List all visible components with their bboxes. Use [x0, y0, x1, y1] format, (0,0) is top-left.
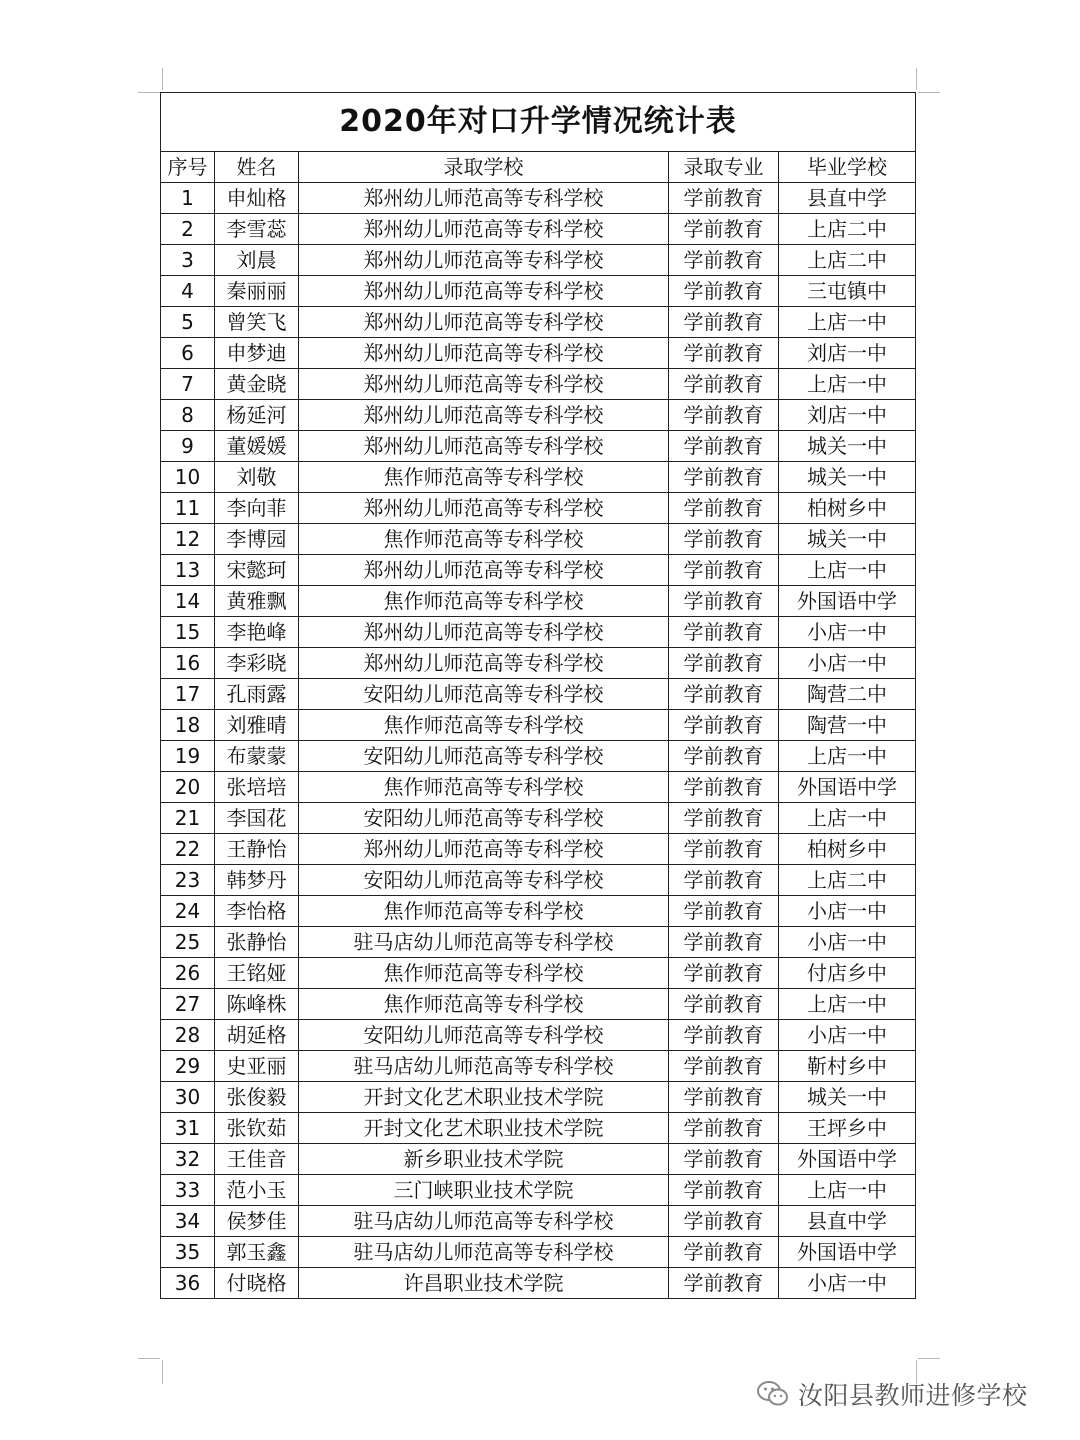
cell-no: 1: [161, 183, 215, 214]
cell-major: 学前教育: [669, 1268, 779, 1299]
cell-school: 安阳幼儿师范高等专科学校: [299, 741, 669, 772]
cell-grad-school: 陶营一中: [779, 710, 916, 741]
table-row: [161, 307, 916, 338]
cell-grad-school: 陶营二中: [779, 679, 916, 710]
table-row: [161, 896, 916, 927]
table-row: [161, 1268, 916, 1299]
cell-no: 30: [161, 1082, 215, 1113]
cell-school: 郑州幼儿师范高等专科学校: [299, 555, 669, 586]
cell-major: 学前教育: [669, 276, 779, 307]
cell-name: 曾笑飞: [215, 307, 299, 338]
cell-name: 李雪蕊: [215, 214, 299, 245]
cell-name: 刘雅晴: [215, 710, 299, 741]
cell-school: 郑州幼儿师范高等专科学校: [299, 617, 669, 648]
cell-no: 26: [161, 958, 215, 989]
table-row: [161, 1020, 916, 1051]
cell-grad-school: 外国语中学: [779, 772, 916, 803]
cell-school: 驻马店幼儿师范高等专科学校: [299, 927, 669, 958]
cell-name: 李艳峰: [215, 617, 299, 648]
cell-no: 27: [161, 989, 215, 1020]
cell-major: 学前教育: [669, 648, 779, 679]
wechat-icon: [756, 1380, 790, 1408]
cell-name: 李向菲: [215, 493, 299, 524]
crop-mark-bottom-left-horizontal: [138, 1358, 160, 1359]
cell-major: 学前教育: [669, 462, 779, 493]
crop-mark-bottom-left-vertical: [162, 1360, 163, 1384]
cell-grad-school: 城关一中: [779, 462, 916, 493]
cell-school: 郑州幼儿师范高等专科学校: [299, 400, 669, 431]
cell-no: 8: [161, 400, 215, 431]
cell-name: 韩梦丹: [215, 865, 299, 896]
cell-name: 秦丽丽: [215, 276, 299, 307]
statistics-sheet: [160, 92, 915, 1299]
cell-grad-school: 小店一中: [779, 1020, 916, 1051]
cell-school: 郑州幼儿师范高等专科学校: [299, 338, 669, 369]
cell-major: 学前教育: [669, 431, 779, 462]
cell-school: 安阳幼儿师范高等专科学校: [299, 865, 669, 896]
table-row: [161, 400, 916, 431]
cell-grad-school: 城关一中: [779, 524, 916, 555]
cell-major: 学前教育: [669, 245, 779, 276]
cell-school: 开封文化艺术职业技术学院: [299, 1082, 669, 1113]
cell-no: 3: [161, 245, 215, 276]
cell-major: 学前教育: [669, 400, 779, 431]
cell-name: 刘晨: [215, 245, 299, 276]
cell-school: 郑州幼儿师范高等专科学校: [299, 276, 669, 307]
table-row: [161, 834, 916, 865]
cell-no: 14: [161, 586, 215, 617]
cell-school: 郑州幼儿师范高等专科学校: [299, 307, 669, 338]
cell-grad-school: 上店一中: [779, 369, 916, 400]
cell-major: 学前教育: [669, 214, 779, 245]
cell-name: 王静怡: [215, 834, 299, 865]
cell-name: 孔雨露: [215, 679, 299, 710]
cell-name: 布蒙蒙: [215, 741, 299, 772]
cell-school: 郑州幼儿师范高等专科学校: [299, 493, 669, 524]
cell-no: 13: [161, 555, 215, 586]
cell-name: 张培培: [215, 772, 299, 803]
cell-grad-school: 外国语中学: [779, 1237, 916, 1268]
cell-grad-school: 上店一中: [779, 741, 916, 772]
cell-school: 郑州幼儿师范高等专科学校: [299, 183, 669, 214]
header-grad-school: 毕业学校: [779, 152, 916, 183]
cell-grad-school: 靳村乡中: [779, 1051, 916, 1082]
cell-major: 学前教育: [669, 307, 779, 338]
cell-no: 18: [161, 710, 215, 741]
cell-grad-school: 上店一中: [779, 307, 916, 338]
cell-major: 学前教育: [669, 1144, 779, 1175]
cell-school: 焦作师范高等专科学校: [299, 586, 669, 617]
cell-grad-school: 刘店一中: [779, 338, 916, 369]
table-row: [161, 803, 916, 834]
cell-major: 学前教育: [669, 741, 779, 772]
cell-grad-school: 刘店一中: [779, 400, 916, 431]
cell-school: 驻马店幼儿师范高等专科学校: [299, 1051, 669, 1082]
table-row: [161, 1113, 916, 1144]
cell-school: 郑州幼儿师范高等专科学校: [299, 245, 669, 276]
cell-school: 安阳幼儿师范高等专科学校: [299, 679, 669, 710]
cell-name: 张钦茹: [215, 1113, 299, 1144]
cell-name: 黄金晓: [215, 369, 299, 400]
cell-no: 33: [161, 1175, 215, 1206]
cell-name: 史亚丽: [215, 1051, 299, 1082]
cell-grad-school: 小店一中: [779, 617, 916, 648]
watermark: [756, 1374, 1028, 1414]
header-name: 姓名: [215, 152, 299, 183]
cell-no: 29: [161, 1051, 215, 1082]
cell-name: 张俊毅: [215, 1082, 299, 1113]
cell-major: 学前教育: [669, 1113, 779, 1144]
crop-mark-top-left-horizontal: [138, 92, 160, 93]
cell-school: 安阳幼儿师范高等专科学校: [299, 803, 669, 834]
crop-mark-top-right-horizontal: [918, 92, 940, 93]
cell-name: 张静怡: [215, 927, 299, 958]
cell-name: 王铭娅: [215, 958, 299, 989]
cell-no: 9: [161, 431, 215, 462]
cell-major: 学前教育: [669, 617, 779, 648]
cell-grad-school: 城关一中: [779, 431, 916, 462]
table-row: [161, 617, 916, 648]
cell-name: 李怡格: [215, 896, 299, 927]
cell-major: 学前教育: [669, 772, 779, 803]
cell-major: 学前教育: [669, 586, 779, 617]
cell-major: 学前教育: [669, 710, 779, 741]
cell-no: 16: [161, 648, 215, 679]
cell-name: 李博园: [215, 524, 299, 555]
header-no: 序号: [161, 152, 215, 183]
cell-no: 2: [161, 214, 215, 245]
table-row: [161, 958, 916, 989]
table-row: [161, 431, 916, 462]
table-row: [161, 462, 916, 493]
cell-major: 学前教育: [669, 679, 779, 710]
table-row: [161, 989, 916, 1020]
header-major: 录取专业: [669, 152, 779, 183]
cell-grad-school: 外国语中学: [779, 586, 916, 617]
cell-name: 付晓格: [215, 1268, 299, 1299]
cell-name: 宋懿珂: [215, 555, 299, 586]
cell-major: 学前教育: [669, 493, 779, 524]
table-row: [161, 648, 916, 679]
cell-name: 刘敬: [215, 462, 299, 493]
cell-grad-school: 小店一中: [779, 927, 916, 958]
cell-name: 侯梦佳: [215, 1206, 299, 1237]
cell-no: 22: [161, 834, 215, 865]
cell-grad-school: 上店一中: [779, 1175, 916, 1206]
cell-name: 陈峰株: [215, 989, 299, 1020]
table-row: [161, 927, 916, 958]
cell-name: 范小玉: [215, 1175, 299, 1206]
cell-school: 安阳幼儿师范高等专科学校: [299, 1020, 669, 1051]
cell-grad-school: 县直中学: [779, 1206, 916, 1237]
cell-major: 学前教育: [669, 989, 779, 1020]
cell-school: 焦作师范高等专科学校: [299, 989, 669, 1020]
cell-no: 15: [161, 617, 215, 648]
table-row: [161, 338, 916, 369]
cell-school: 许昌职业技术学院: [299, 1268, 669, 1299]
cell-name: 申梦迪: [215, 338, 299, 369]
cell-major: 学前教育: [669, 927, 779, 958]
cell-no: 34: [161, 1206, 215, 1237]
cell-no: 19: [161, 741, 215, 772]
table-row: [161, 1051, 916, 1082]
cell-major: 学前教育: [669, 1206, 779, 1237]
table-row: [161, 1175, 916, 1206]
table-row: [161, 183, 916, 214]
cell-major: 学前教育: [669, 1175, 779, 1206]
cell-name: 李彩晓: [215, 648, 299, 679]
table-row: [161, 865, 916, 896]
header-school: 录取学校: [299, 152, 669, 183]
cell-grad-school: 上店二中: [779, 865, 916, 896]
cell-name: 郭玉鑫: [215, 1237, 299, 1268]
cell-school: 新乡职业技术学院: [299, 1144, 669, 1175]
watermark-text: 汝阳县教师进修学校: [798, 1381, 1028, 1410]
cell-grad-school: 上店一中: [779, 555, 916, 586]
cell-major: 学前教育: [669, 369, 779, 400]
cell-no: 31: [161, 1113, 215, 1144]
cell-no: 12: [161, 524, 215, 555]
cell-major: 学前教育: [669, 834, 779, 865]
cell-major: 学前教育: [669, 865, 779, 896]
cell-major: 学前教育: [669, 1237, 779, 1268]
cell-no: 5: [161, 307, 215, 338]
cell-no: 32: [161, 1144, 215, 1175]
cell-school: 焦作师范高等专科学校: [299, 710, 669, 741]
table-row: [161, 369, 916, 400]
cell-no: 25: [161, 927, 215, 958]
cell-name: 胡延格: [215, 1020, 299, 1051]
cell-grad-school: 上店一中: [779, 989, 916, 1020]
cell-grad-school: 王坪乡中: [779, 1113, 916, 1144]
cell-name: 李国花: [215, 803, 299, 834]
cell-no: 10: [161, 462, 215, 493]
cell-no: 6: [161, 338, 215, 369]
table-title: 2020年对口升学情况统计表: [161, 93, 916, 152]
crop-mark-top-right-vertical: [916, 68, 917, 90]
table-row: [161, 214, 916, 245]
cell-no: 24: [161, 896, 215, 927]
cell-major: 学前教育: [669, 896, 779, 927]
table-row: [161, 276, 916, 307]
cell-grad-school: 小店一中: [779, 1268, 916, 1299]
cell-no: 11: [161, 493, 215, 524]
cell-no: 4: [161, 276, 215, 307]
cell-no: 35: [161, 1237, 215, 1268]
cell-school: 郑州幼儿师范高等专科学校: [299, 214, 669, 245]
table-row: [161, 710, 916, 741]
cell-no: 20: [161, 772, 215, 803]
table-body: [161, 183, 916, 1299]
table-row: [161, 245, 916, 276]
cell-major: 学前教育: [669, 1051, 779, 1082]
cell-no: 17: [161, 679, 215, 710]
cell-school: 焦作师范高等专科学校: [299, 462, 669, 493]
cell-grad-school: 柏树乡中: [779, 493, 916, 524]
cell-school: 郑州幼儿师范高等专科学校: [299, 834, 669, 865]
cell-no: 36: [161, 1268, 215, 1299]
cell-name: 董媛媛: [215, 431, 299, 462]
cell-major: 学前教育: [669, 803, 779, 834]
cell-grad-school: 县直中学: [779, 183, 916, 214]
cell-school: 焦作师范高等专科学校: [299, 772, 669, 803]
cell-grad-school: 付店乡中: [779, 958, 916, 989]
table-row: [161, 1144, 916, 1175]
cell-major: 学前教育: [669, 1020, 779, 1051]
cell-no: 23: [161, 865, 215, 896]
cell-school: 驻马店幼儿师范高等专科学校: [299, 1206, 669, 1237]
cell-major: 学前教育: [669, 524, 779, 555]
cell-grad-school: 上店一中: [779, 803, 916, 834]
cell-school: 三门峡职业技术学院: [299, 1175, 669, 1206]
table-row: [161, 586, 916, 617]
cell-grad-school: 小店一中: [779, 648, 916, 679]
cell-school: 驻马店幼儿师范高等专科学校: [299, 1237, 669, 1268]
table-row: [161, 555, 916, 586]
cell-major: 学前教育: [669, 958, 779, 989]
cell-name: 申灿格: [215, 183, 299, 214]
cell-school: 郑州幼儿师范高等专科学校: [299, 431, 669, 462]
cell-school: 焦作师范高等专科学校: [299, 958, 669, 989]
cell-grad-school: 柏树乡中: [779, 834, 916, 865]
cell-grad-school: 小店一中: [779, 896, 916, 927]
table-row: [161, 1206, 916, 1237]
cell-school: 开封文化艺术职业技术学院: [299, 1113, 669, 1144]
table-row: [161, 493, 916, 524]
crop-mark-top-left-vertical: [162, 68, 163, 90]
table-row: [161, 679, 916, 710]
cell-no: 28: [161, 1020, 215, 1051]
cell-grad-school: 上店二中: [779, 214, 916, 245]
cell-school: 郑州幼儿师范高等专科学校: [299, 369, 669, 400]
cell-school: 焦作师范高等专科学校: [299, 896, 669, 927]
table-row: [161, 741, 916, 772]
cell-name: 王佳音: [215, 1144, 299, 1175]
cell-name: 黄雅飘: [215, 586, 299, 617]
cell-major: 学前教育: [669, 338, 779, 369]
cell-major: 学前教育: [669, 183, 779, 214]
cell-grad-school: 三屯镇中: [779, 276, 916, 307]
cell-grad-school: 城关一中: [779, 1082, 916, 1113]
cell-no: 7: [161, 369, 215, 400]
cell-school: 焦作师范高等专科学校: [299, 524, 669, 555]
cell-major: 学前教育: [669, 1082, 779, 1113]
crop-mark-bottom-right-horizontal: [918, 1358, 940, 1359]
cell-grad-school: 上店二中: [779, 245, 916, 276]
cell-school: 郑州幼儿师范高等专科学校: [299, 648, 669, 679]
table-row: [161, 772, 916, 803]
cell-major: 学前教育: [669, 555, 779, 586]
table-row: [161, 524, 916, 555]
admission-table: [160, 92, 916, 1299]
cell-name: 杨延河: [215, 400, 299, 431]
table-row: [161, 1237, 916, 1268]
table-row: [161, 1082, 916, 1113]
cell-no: 21: [161, 803, 215, 834]
cell-grad-school: 外国语中学: [779, 1144, 916, 1175]
header-row: [161, 152, 916, 183]
